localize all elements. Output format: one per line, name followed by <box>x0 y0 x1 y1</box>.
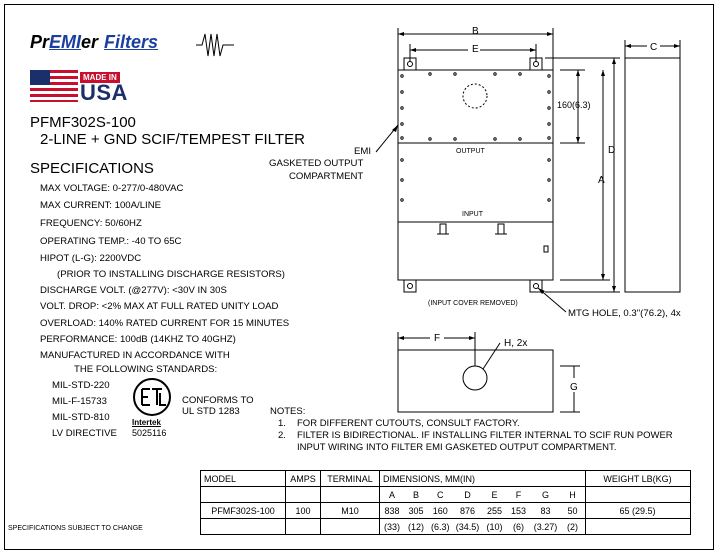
dim-letter: F <box>507 487 531 503</box>
cell-dim-in: (10) <box>483 519 507 535</box>
cell-dim: 50 <box>561 503 586 519</box>
note-text: FILTER IS BIDIRECTIONAL. IF INSTALLING FILTER INTERNAL TO SCIF RUN POWER <box>297 430 673 441</box>
spec-line: THE FOLLOWING STANDARDS: <box>74 364 218 375</box>
spec-line: HIPOT (L-G): 2200VDC <box>40 253 142 264</box>
product-subtitle: 2-LINE + GND SCIF/TEMPEST FILTER <box>40 131 305 148</box>
footer-note: SPECIFICATIONS SUBJECT TO CHANGE <box>8 525 143 532</box>
emi-label-line: COMPARTMENT <box>289 171 364 182</box>
dimensions-table <box>200 470 691 535</box>
spec-line: MANUFACTURED IN ACCORDANCE WITH <box>40 350 230 361</box>
cell-terminal: M10 <box>321 503 380 519</box>
usa-label: USA <box>80 80 128 105</box>
header-terminal: TERMINAL <box>321 471 380 487</box>
dim-label-h: H, 2x <box>504 338 528 349</box>
spec-line: PERFORMANCE: 100dB (14KHZ TO 40GHZ) <box>40 334 236 345</box>
cell-dim-in: (33) <box>380 519 405 535</box>
header-model: MODEL <box>201 471 286 487</box>
table-header-row <box>201 471 691 487</box>
spec-line: OVERLOAD: 140% RATED CURRENT FOR 15 MINUTES <box>40 318 290 329</box>
cell-dim: 305 <box>404 503 428 519</box>
cert-brand: Intertek <box>132 418 161 427</box>
dim-letter: G <box>531 487 561 503</box>
dim-label-c: C <box>650 42 658 53</box>
emi-label-line: EMI <box>354 146 372 157</box>
mtg-hole-label: MTG HOLE, 0.3"(76.2), 4x <box>568 308 681 319</box>
dim-letter: H <box>561 487 586 503</box>
cell-dim: 83 <box>531 503 561 519</box>
spec-line: (PRIOR TO INSTALLING DISCHARGE RESISTORS) <box>57 269 285 280</box>
cell-weight: 65 (29.5) <box>585 503 690 519</box>
cell-model: PFMF302S-100 <box>201 503 286 519</box>
header-weight: WEIGHT LB(KG) <box>585 471 690 487</box>
cell-dim-in: (2) <box>561 519 586 535</box>
header-dimensions: DIMENSIONS, MM(IN) <box>380 471 586 487</box>
dim-label-f: F <box>434 333 441 344</box>
emi-label-line: GASKETED OUTPUT <box>269 158 364 169</box>
table-row <box>201 519 691 535</box>
spec-line: DISCHARGE VOLT. (@277V): <30V IN 30S <box>40 285 227 296</box>
table-row <box>201 487 691 503</box>
cell-dim: 153 <box>507 503 531 519</box>
cell-dim: 876 <box>453 503 483 519</box>
dim-label-d: D <box>608 145 616 156</box>
model-title: PFMF302S-100 <box>30 114 136 131</box>
standard-item: MIL-STD-220 <box>52 380 110 391</box>
spec-line: OPERATING TEMP.: -40 TO 65C <box>40 236 182 247</box>
spec-heading: SPECIFICATIONS <box>30 160 154 177</box>
note-text: INPUT WIRING INTO FILTER EMI GASKETED OUTPUT COMPARTMENT. <box>297 442 617 453</box>
cell-amps: 100 <box>286 503 321 519</box>
company-logo: PrEMIer Filters <box>30 32 159 52</box>
cell-dim: 838 <box>380 503 405 519</box>
spec-line: MAX VOLTAGE: 0-277/0-480VAC <box>40 183 184 194</box>
cell-dim-in: (6.3) <box>428 519 453 535</box>
cell-dim: 255 <box>483 503 507 519</box>
dim-label-b: B <box>472 26 479 37</box>
dim-label-160: 160(6.3) <box>557 100 591 110</box>
cell-dim-in: (6) <box>507 519 531 535</box>
dim-label-e: E <box>472 44 479 55</box>
cert-number: 5025116 <box>132 428 167 438</box>
cell-dim: 160 <box>428 503 453 519</box>
input-cover-label: (INPUT COVER REMOVED) <box>428 300 518 307</box>
spec-line: VOLT. DROP: <2% MAX AT FULL RATED UNITY LOAD <box>40 301 279 312</box>
spec-line: MAX CURRENT: 100A/LINE <box>40 200 162 211</box>
standard-item: LV DIRECTIVE <box>52 428 117 439</box>
table-row <box>201 503 691 519</box>
note-number: 1. <box>278 418 286 429</box>
dim-letter: D <box>453 487 483 503</box>
note-number: 2. <box>278 430 286 441</box>
note-text: FOR DIFFERENT CUTOUTS, CONSULT FACTORY. <box>297 418 520 429</box>
cert-ul: UL STD 1283 <box>182 406 240 417</box>
cell-dim-in: (3.27) <box>531 519 561 535</box>
cell-dim-in: (34.5) <box>453 519 483 535</box>
dim-letter: B <box>404 487 428 503</box>
made-in-label: MADE IN <box>80 72 120 83</box>
notes-heading: NOTES: <box>270 406 306 417</box>
standard-item: MIL-STD-810 <box>52 412 110 423</box>
dim-label-g: G <box>570 382 578 393</box>
standard-item: MIL-F-15733 <box>52 396 107 407</box>
dim-letter: E <box>483 487 507 503</box>
dim-letter: C <box>428 487 453 503</box>
output-label: OUTPUT <box>456 148 485 155</box>
input-label: INPUT <box>462 211 483 218</box>
spec-line: FREQUENCY: 50/60HZ <box>40 218 142 229</box>
header-amps: AMPS <box>286 471 321 487</box>
cert-conforms: CONFORMS TO <box>182 395 254 406</box>
dim-label-a: A <box>598 175 605 186</box>
dim-letter: A <box>380 487 405 503</box>
cell-dim-in: (12) <box>404 519 428 535</box>
